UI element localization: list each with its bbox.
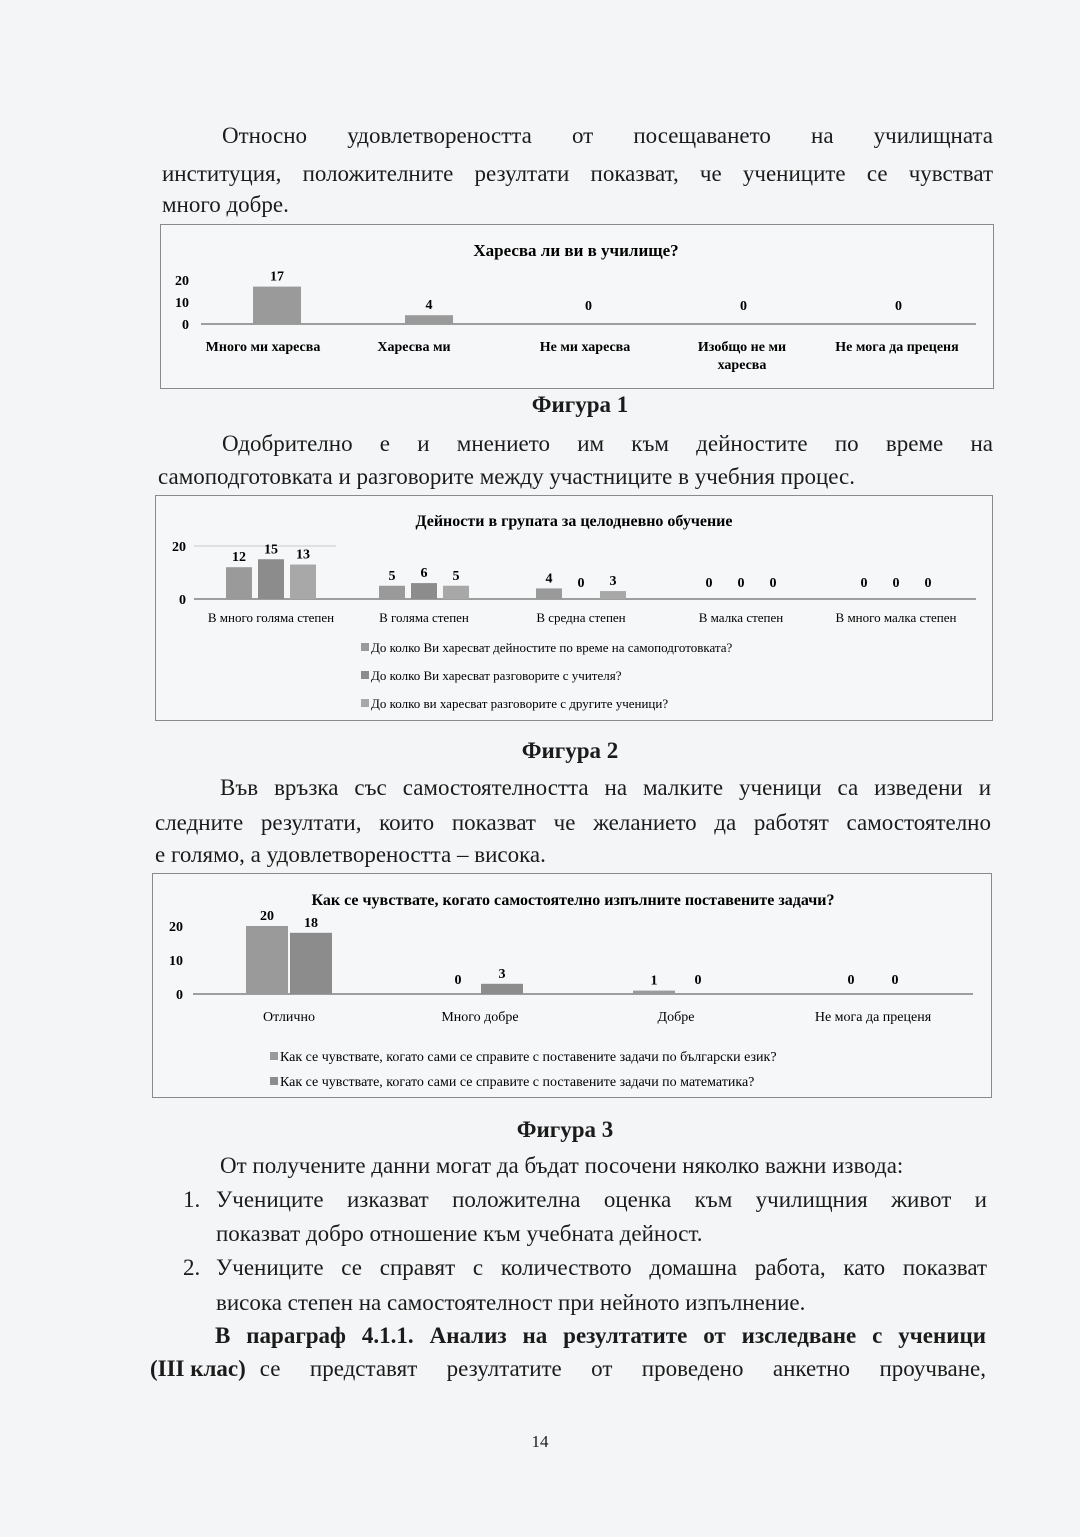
- legend-label: До колко Ви харесват разговорите с учителя?: [371, 668, 622, 683]
- data-label: 18: [304, 915, 318, 931]
- figure-2-caption: Фигура 2: [521, 738, 619, 763]
- figure-3-caption: Фигура 3: [516, 1117, 614, 1142]
- bar: [405, 315, 453, 324]
- data-label: 0: [454, 973, 462, 988]
- paragraph-rest: се представят резултатите от проведено анкетно проучване,: [259, 1356, 986, 1381]
- data-label: 0: [577, 576, 585, 591]
- bar: [481, 984, 523, 994]
- bar: [258, 559, 284, 599]
- data-label: 12: [232, 550, 246, 566]
- category-label: харесва: [717, 358, 767, 373]
- bar: [253, 287, 301, 324]
- category-label: В средна степен: [536, 610, 626, 625]
- legend-label: Как се чувствате, когато сами се справите с поставените задачи по математика?: [280, 1075, 755, 1090]
- bar: [536, 588, 562, 599]
- bar: [226, 567, 252, 599]
- data-label: 0: [892, 576, 900, 591]
- y-tick-label: 0: [179, 593, 186, 608]
- bar: [290, 933, 332, 994]
- data-label: 20: [260, 909, 274, 924]
- category-label: В голяма степен: [379, 610, 469, 625]
- paragraph-line: [150, 1353, 986, 1384]
- bar: [246, 926, 288, 994]
- bar: [290, 565, 316, 599]
- category-label: Много добре: [441, 1010, 519, 1025]
- y-tick-label: 0: [176, 988, 183, 1003]
- list-item-line: Учениците се справят с количеството домашна работа, като показват: [216, 1255, 987, 1280]
- chart-1-frame: [160, 224, 994, 389]
- legend-label: До колко ви харесват разговорите с другите ученици?: [371, 696, 669, 711]
- category-label: В много голяма степен: [207, 610, 335, 625]
- chart-2-frame: [155, 495, 993, 721]
- category-label: Много ми харесва: [205, 340, 321, 355]
- paragraph-bold-start: (III клас): [150, 1356, 246, 1381]
- paragraph-line: Одобрително е и мнението им към дейностите по време на: [222, 431, 993, 456]
- y-tick-label: 0: [182, 318, 189, 333]
- category-label: В много малка степен: [835, 610, 957, 625]
- data-label: 0: [585, 299, 592, 314]
- data-label: 0: [740, 299, 747, 314]
- data-label: 3: [609, 574, 617, 590]
- paragraph-line: В параграф 4.1.1. Анализ на резултатите от изследване с ученици: [215, 1323, 986, 1348]
- chart-1-svg: [161, 225, 993, 388]
- paragraph-line: следните резултати, които показват че желанието да работят самостоятелно: [155, 810, 991, 835]
- bar: [633, 991, 675, 994]
- list-item-line: висока степен на самостоятелност при нейното изпълнение.: [216, 1290, 806, 1315]
- list-item-number: 2.: [183, 1255, 201, 1280]
- data-label: 0: [694, 973, 702, 988]
- paragraph-line: е голямо, а удовлетвореността – висока.: [155, 842, 546, 867]
- data-label: 4: [545, 571, 553, 587]
- paragraph-line: институция, положителните резултати показват, че учениците се чувстват: [162, 161, 993, 186]
- data-label: 0: [769, 576, 777, 591]
- legend-swatch: [270, 1052, 278, 1060]
- y-tick-label: 10: [175, 296, 189, 311]
- data-label: 0: [895, 299, 902, 314]
- data-label: 0: [860, 576, 868, 591]
- paragraph-line: Във връзка със самостоятелността на малките ученици са изведени и: [220, 775, 991, 800]
- data-label: 0: [737, 576, 745, 591]
- bar: [411, 583, 437, 599]
- category-label: Не ми харесва: [539, 340, 631, 355]
- bar: [443, 586, 469, 599]
- data-label: 0: [705, 576, 713, 591]
- y-tick-label: 20: [175, 274, 189, 289]
- category-label: В малка степен: [698, 610, 784, 625]
- legend-label: Как се чувствате, когато сами се справите с поставените задачи по български език?: [280, 1050, 777, 1065]
- paragraph-line: От получените данни могат да бъдат посочени няколко важни извода:: [220, 1153, 904, 1178]
- category-label: Изобщо не ми: [697, 340, 787, 355]
- category-label: Отлично: [263, 1010, 315, 1025]
- data-label: 0: [924, 576, 932, 591]
- category-label: Харесва ми: [377, 340, 451, 355]
- chart-title: Как се чувствате, когато самостоятелно изпълните поставените задачи?: [311, 892, 835, 909]
- paragraph-line: Относно удовлетвореността от посещаването на училищната: [222, 123, 993, 148]
- data-label: 5: [452, 568, 460, 584]
- category-label: Не мога да преценя: [835, 340, 959, 355]
- data-label: 5: [388, 568, 396, 584]
- paragraph-line: много добре.: [162, 192, 289, 217]
- chart-3-svg: [153, 874, 991, 1097]
- data-label: 13: [296, 547, 310, 563]
- data-label: 15: [264, 542, 278, 558]
- data-label: 6: [420, 566, 428, 582]
- y-tick-label: 20: [169, 920, 183, 935]
- data-label: 4: [425, 298, 433, 314]
- figure-1-caption: Фигура 1: [531, 392, 629, 417]
- paragraph-line: самоподготовката и разговорите между участниците в учебния процес.: [158, 464, 856, 489]
- category-label: Добре: [657, 1010, 695, 1025]
- data-label: 0: [891, 973, 899, 988]
- y-tick-label: 20: [172, 540, 186, 555]
- legend-swatch: [361, 671, 369, 679]
- list-item-line: Учениците изказват положителна оценка към училищния живот и: [216, 1187, 987, 1212]
- chart-3-frame: [152, 873, 992, 1098]
- legend-label: До колко Ви харесват дейностите по време на самоподготовката?: [371, 640, 733, 655]
- list-item-number: 1.: [183, 1187, 201, 1212]
- chart-2-svg: [156, 496, 992, 720]
- data-label: 1: [650, 973, 658, 989]
- legend-swatch: [270, 1077, 278, 1085]
- chart-title: Харесва ли ви в училище?: [473, 241, 679, 260]
- data-label: 17: [270, 269, 284, 285]
- data-label: 0: [847, 973, 855, 988]
- page-number: 14: [531, 1432, 549, 1451]
- y-tick-label: 10: [169, 954, 183, 969]
- bar: [379, 586, 405, 599]
- chart-title: Дейности в групата за целодневно обучение: [415, 513, 733, 530]
- data-label: 3: [498, 966, 506, 982]
- list-item-line: показват добро отношение към учебната дейност.: [216, 1221, 703, 1246]
- legend-swatch: [361, 643, 369, 651]
- legend-swatch: [361, 699, 369, 707]
- bar: [600, 591, 626, 599]
- category-label: Не мога да преценя: [814, 1010, 932, 1025]
